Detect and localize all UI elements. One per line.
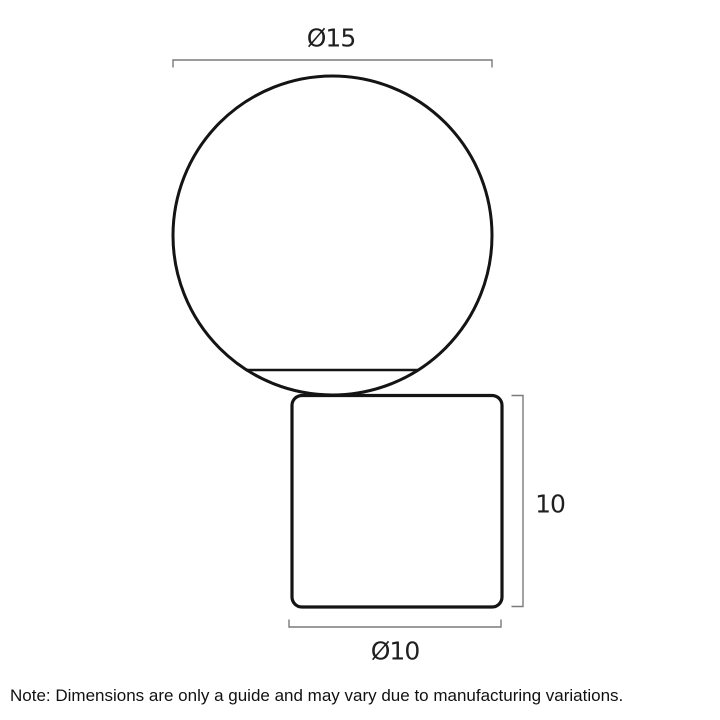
shade-diameter-label: Ø15 bbox=[306, 23, 356, 53]
shade-diameter-dimension-line bbox=[173, 60, 492, 68]
disclaimer-note: Note: Dimensions are only a guide and may vary due to manufacturing variations. bbox=[10, 686, 624, 705]
base-height-dimension-line bbox=[512, 396, 524, 607]
base-outline bbox=[292, 396, 502, 608]
base-diameter-dimension-line bbox=[289, 620, 501, 628]
sphere-shade-outline bbox=[173, 76, 492, 395]
base-height-label: 10 bbox=[535, 489, 565, 519]
base-diameter-label: Ø10 bbox=[370, 636, 420, 666]
